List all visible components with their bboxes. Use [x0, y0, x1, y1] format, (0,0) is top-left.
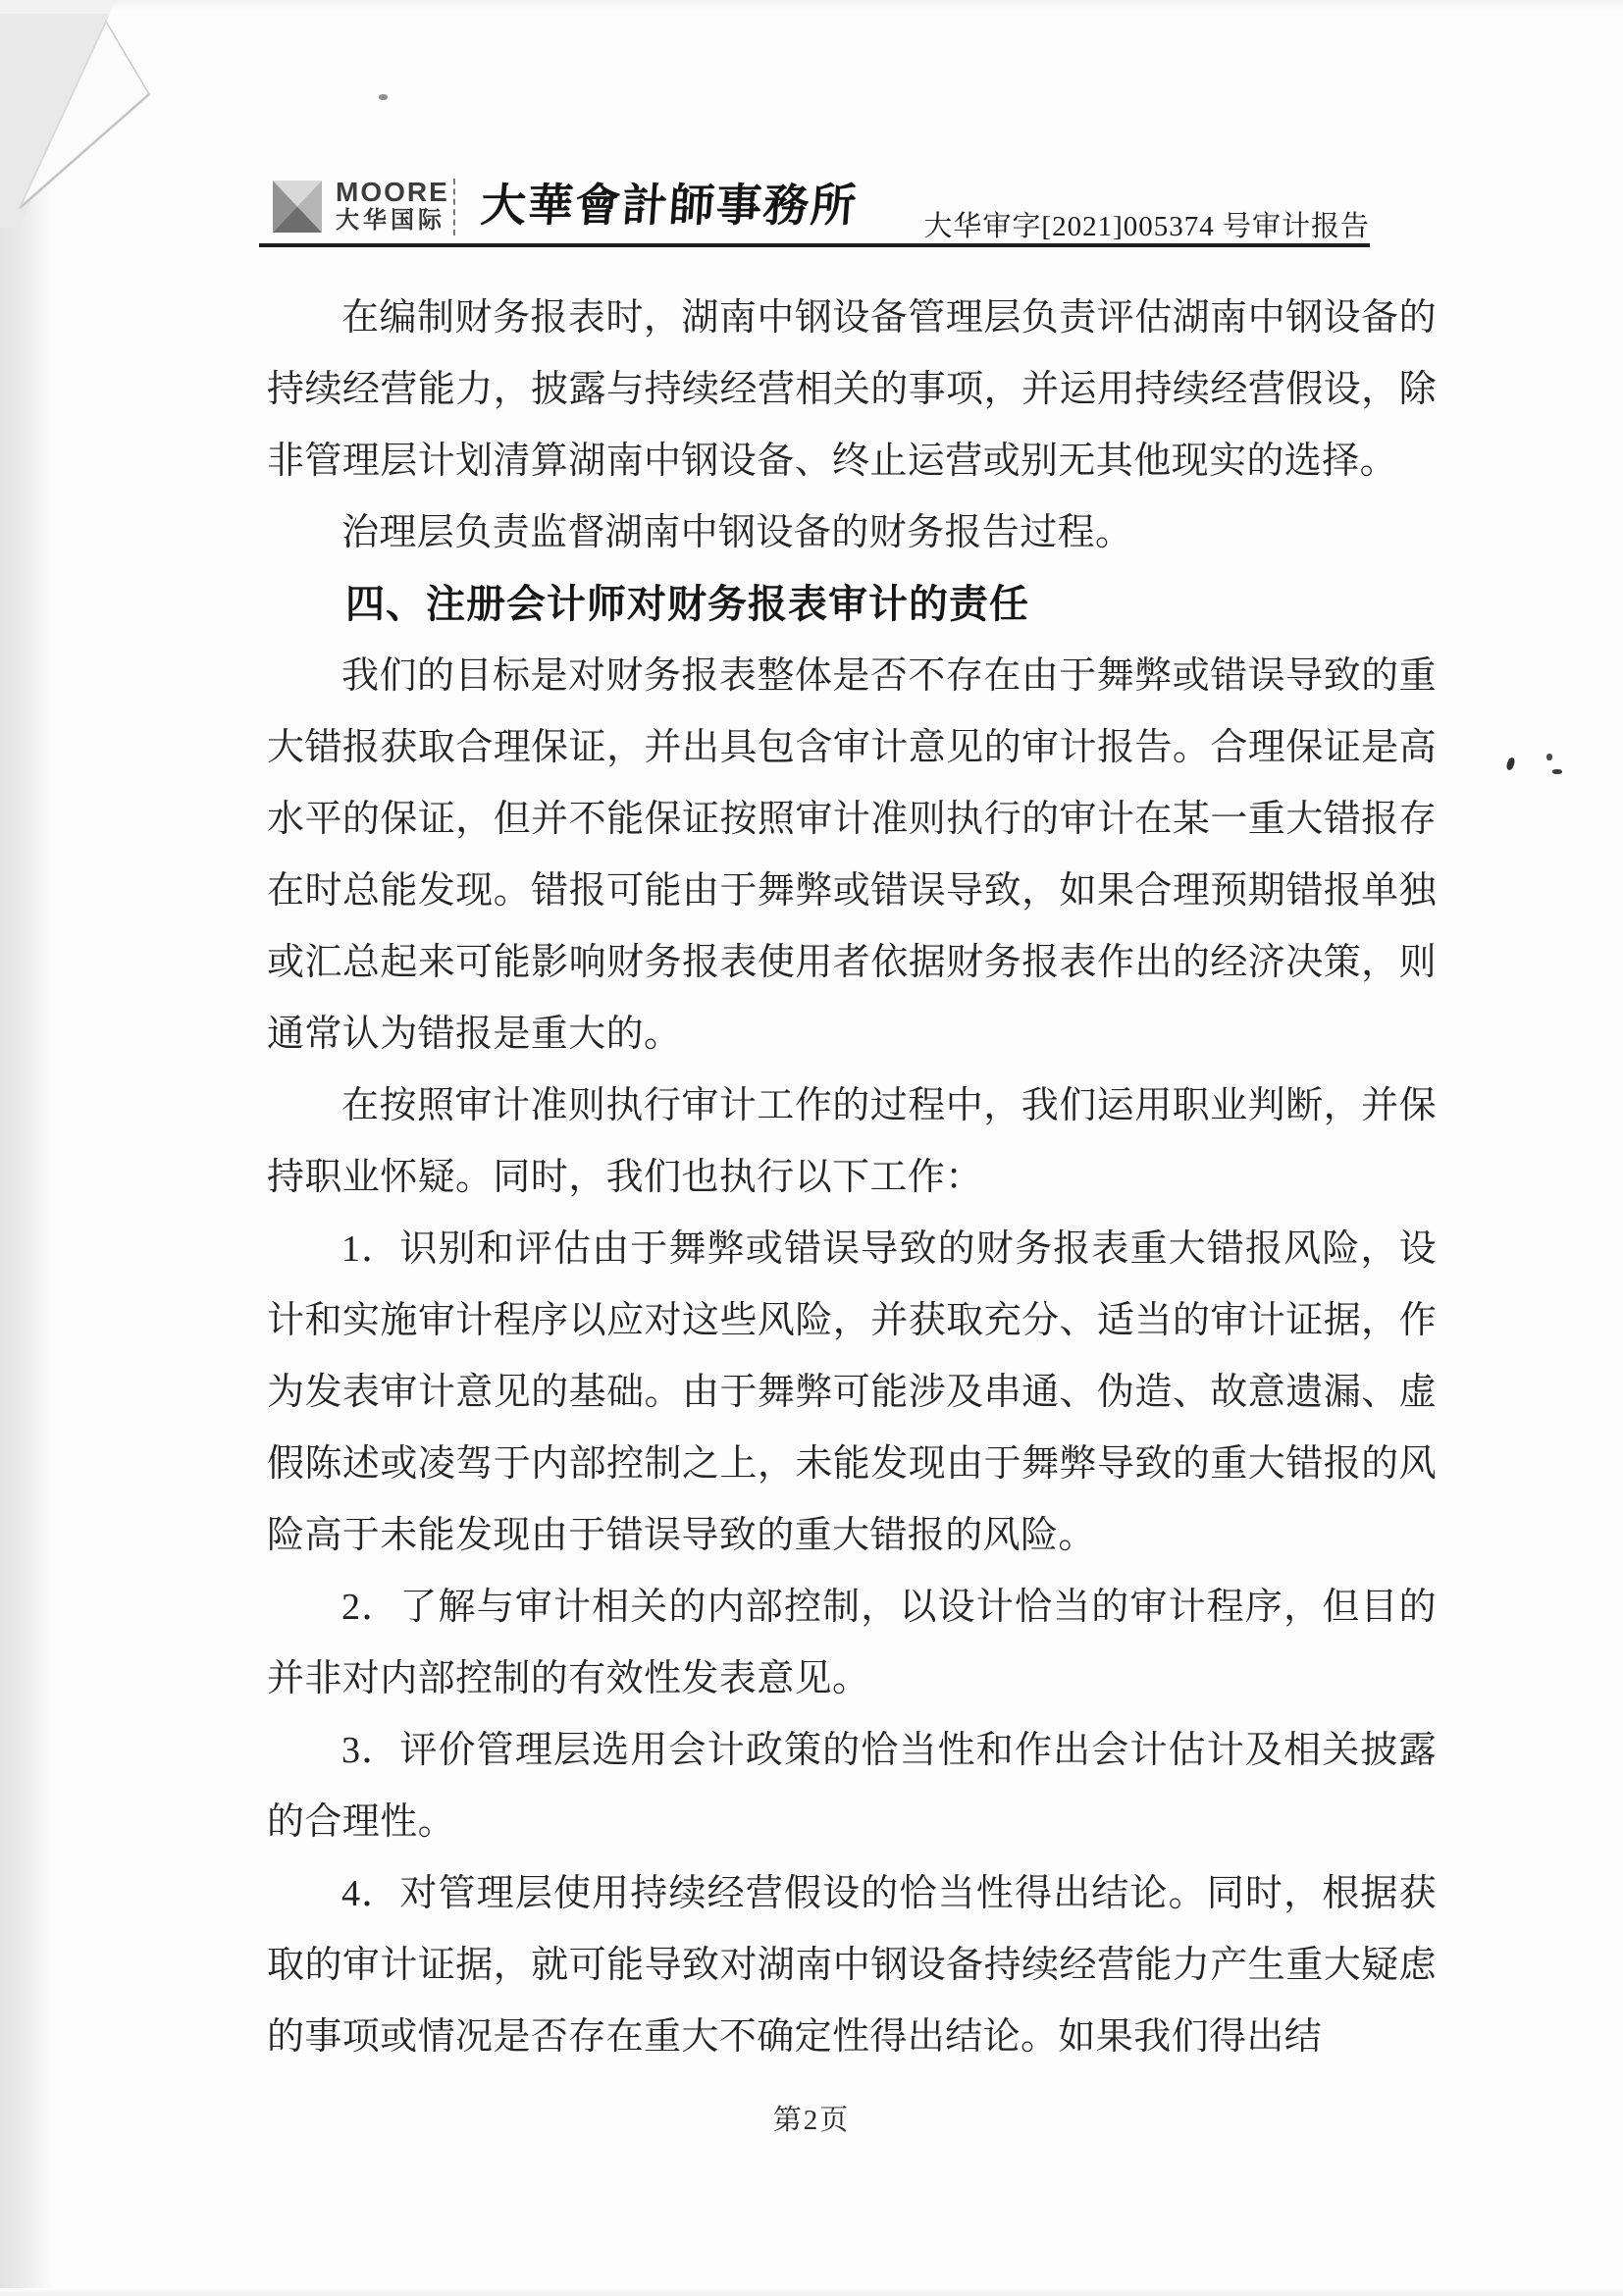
- paragraph-audit-objective: 我们的目标是对财务报表整体是否不存在由于舞弊或错误导致的重大错报获取合理保证，并出具包含审计意见的审计报告。合理保证是高水平的保证，但并不能保证按照审计准则执行的审计在某一重大错报存在时总能发现。错报可能由于舞弊或错误导致，如果合理预期错报单独或汇总起来可能影响财务报表使用者依据财务报表作出的经济决策，则通常认为错报是重大的。: [267, 655, 1437, 1055]
- document-header: [259, 175, 1370, 242]
- header-rule: [259, 243, 1370, 247]
- brand-name-cn: 大华国际: [336, 207, 445, 234]
- audit-report-reference: 大华审字[2021]005374 号审计报告: [923, 211, 1370, 242]
- scan-edge-bottom: [0, 2288, 1623, 2296]
- paragraph-governance-responsibility: 治理层负责监督湖南中钢设备的财务报告过程。: [341, 512, 1133, 553]
- brand-wordmark: MOORE: [336, 177, 449, 207]
- paragraph-management-responsibility: 在编制财务报表时，湖南中钢设备管理层负责评估湖南中钢设备的持续经营能力，披露与持续经营相关的事项，并运用持续经营假设，除非管理层计划清算湖南中钢设备、终止运营或别无其他现实的选择。: [267, 297, 1437, 482]
- ink-speck: [1552, 769, 1562, 774]
- document-body: [267, 283, 1437, 2073]
- firm-calligraphy-title: 大華會計師事務所: [479, 181, 860, 231]
- page-number: 第2页: [772, 2105, 851, 2136]
- ink-speck: [1546, 754, 1552, 760]
- scan-edge-left: [0, 0, 51, 2296]
- paragraph-professional-judgment: 在按照审计准则执行审计工作的过程中，我们运用职业判断，并保持职业怀疑。同时，我们也执行以下工作：: [267, 1085, 1437, 1198]
- scan-edge-top: [0, 0, 1623, 10]
- moore-logo-icon: [273, 181, 322, 233]
- page-footer: [0, 2098, 1623, 2138]
- list-item-4-going-concern: 4．对管理层使用持续经营假设的恰当性得出结论。同时，根据获取的审计证据，就可能导致对湖南中钢设备持续经营能力产生重大疑虑的事项或情况是否存在重大不确定性得出结论。如果我们得出结: [267, 1873, 1437, 2058]
- list-item-2-internal-control: 2．了解与审计相关的内部控制，以设计恰当的审计程序，但目的并非对内部控制的有效性发表意见。: [267, 1587, 1437, 1699]
- ink-speck: [1505, 757, 1516, 771]
- list-item-3-accounting-policies: 3．评价管理层选用会计政策的恰当性和作出会计估计及相关披露的合理性。: [267, 1730, 1437, 1843]
- header-divider: [453, 179, 455, 235]
- page-corner-fold: [0, 0, 226, 245]
- section-heading-auditor-responsibility: 四、注册会计师对财务报表审计的责任: [345, 583, 1029, 626]
- list-item-1-risk-identification: 1．识别和评估由于舞弊或错误导致的财务报表重大错报风险，设计和实施审计程序以应对这些风险，并获取充分、适当的审计证据，作为发表审计意见的基础。由于舞弊可能涉及串通、伪造、故意遗漏、虚假陈述或凌驾于内部控制之上，未能发现由于舞弊导致的重大错报的风险高于未能发现由于错误导致的重大错报的风险。: [267, 1228, 1437, 1556]
- ink-speck: [379, 94, 388, 100]
